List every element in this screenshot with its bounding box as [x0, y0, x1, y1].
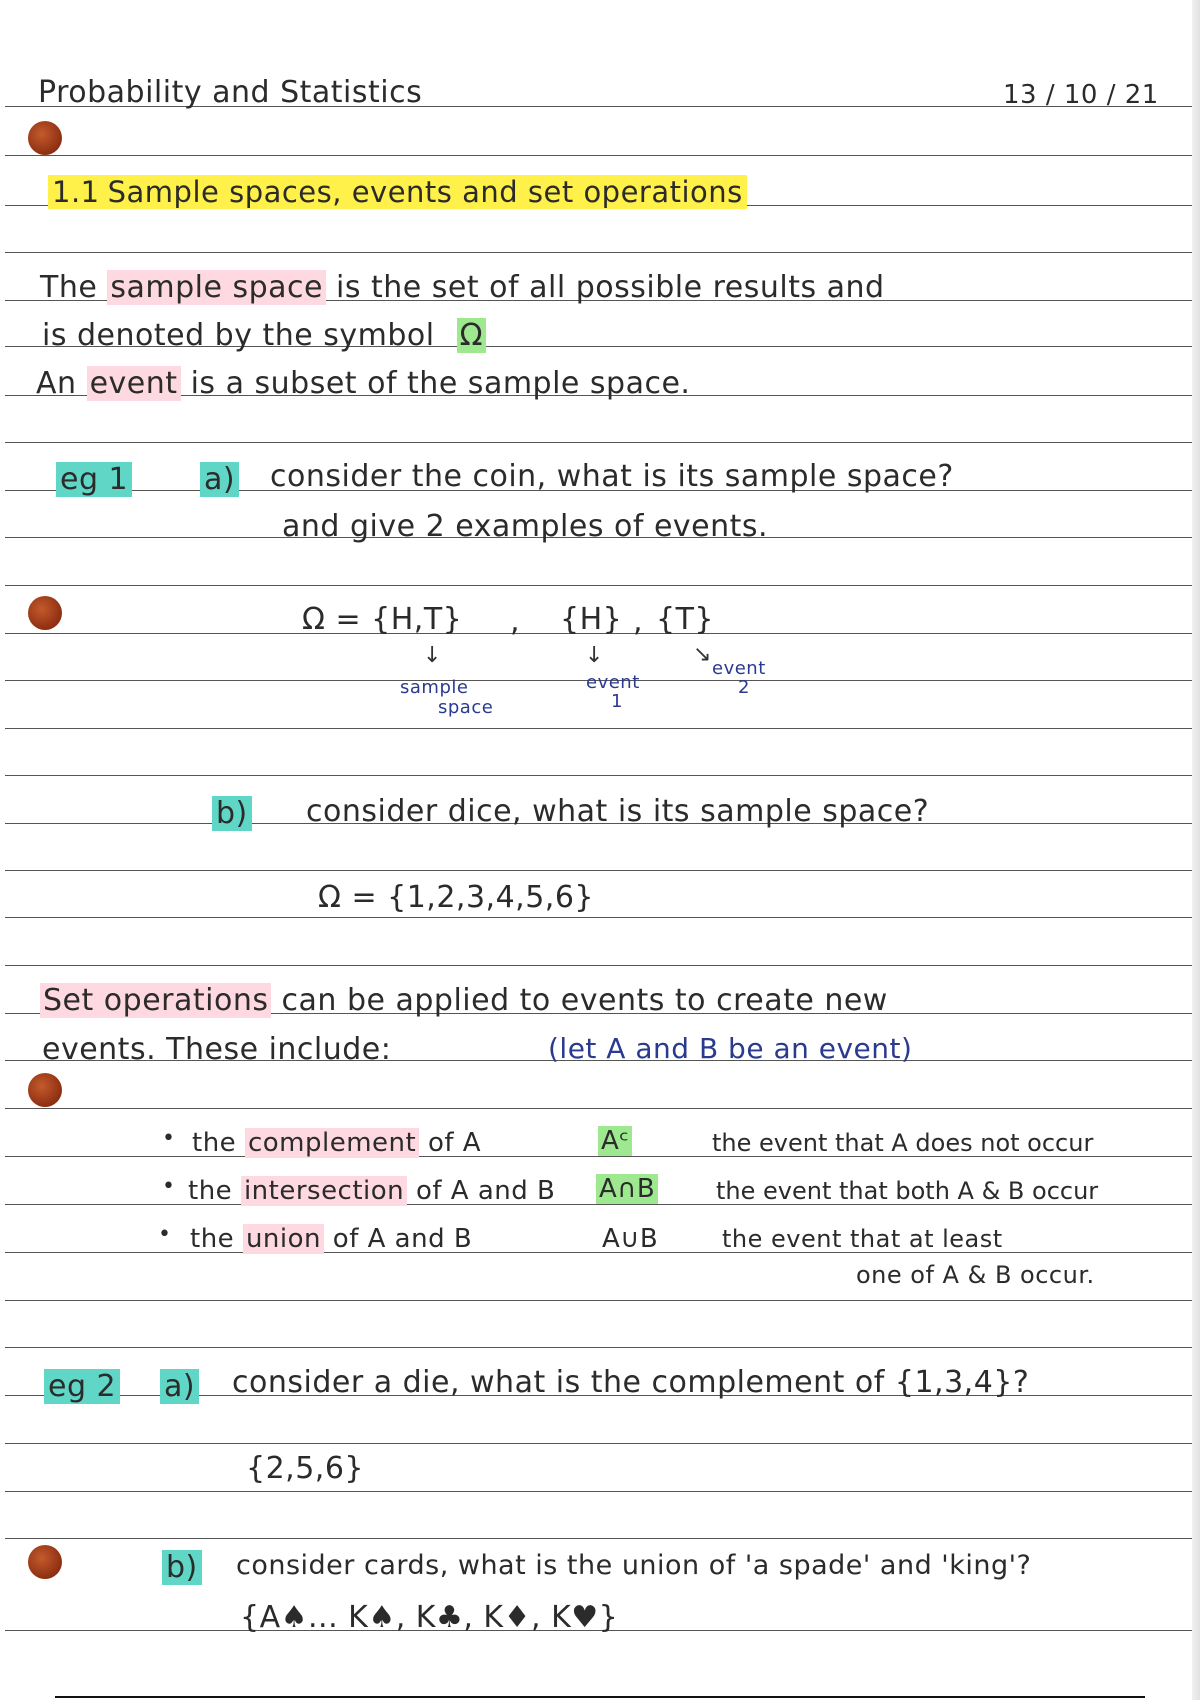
eg1-a-answer-comma: ,: [510, 604, 521, 639]
eg1-b-answer: Ω = {1,2,3,4,5,6}: [318, 880, 595, 915]
note-sample-space-2: space: [438, 697, 494, 718]
ruled-line: [5, 252, 1195, 253]
note-event-1: event: [586, 672, 640, 693]
punch-hole: [28, 596, 62, 630]
eg2-label: eg 2: [44, 1372, 120, 1402]
symbol-complement: Aᶜ: [598, 1128, 632, 1154]
eg1-a-answer-event-t: {T}: [656, 602, 714, 637]
page-title: Probability and Statistics: [38, 75, 423, 110]
ruled-line: [5, 917, 1195, 918]
bullet-dot: •: [162, 1174, 176, 1199]
eg1-a-question-line2: and give 2 examples of events.: [282, 509, 769, 544]
eg2-a-label: a): [160, 1372, 199, 1402]
eg2-a-question: consider a die, what is the complement of {1,3,4}?: [232, 1365, 1030, 1400]
section-number: 1.1: [48, 175, 104, 209]
set-ops-line1-post: can be applied to events to create new: [281, 983, 888, 1018]
list-item-intersection: the intersection of A and B: [188, 1176, 556, 1206]
desc-complement: the event that A does not occur: [712, 1129, 1094, 1157]
symbol-intersection: A∩B: [596, 1176, 658, 1202]
bullet-dot: •: [162, 1126, 176, 1151]
note-event-1-num: 1: [611, 691, 623, 712]
ruled-line: [5, 870, 1195, 871]
eg2-a-answer: {2,5,6}: [246, 1451, 365, 1486]
desc-union-line2: one of A & B occur.: [856, 1261, 1095, 1289]
desc-intersection: the event that both A & B occur: [716, 1177, 1099, 1205]
ruled-line: [5, 1538, 1195, 1539]
eg1-a-question-line1: consider the coin, what is its sample space?: [270, 459, 954, 494]
eg1-a-answer-comma: ,: [633, 604, 644, 639]
desc-union-line1: the event that at least: [722, 1225, 1003, 1253]
ruled-line: [5, 1347, 1195, 1348]
page-right-edge: [1192, 0, 1200, 1700]
bullet-dot: •: [158, 1222, 172, 1247]
def2-pre: is denoted by the symbol: [42, 318, 435, 353]
term-intersection: intersection: [241, 1176, 407, 1206]
def3-pre: An: [36, 366, 77, 401]
eg1-a-answer-omega: Ω = {H,T}: [302, 602, 463, 637]
ruled-line: [5, 965, 1195, 966]
definition-line-2: [42, 318, 486, 353]
note-sample-space-1: sample: [400, 677, 469, 698]
ruled-line: [5, 442, 1195, 443]
term-complement: complement: [245, 1128, 419, 1158]
eg1-b-question: consider dice, what is its sample space?: [306, 794, 930, 829]
note-event-2-num: 2: [738, 677, 750, 698]
arrow-down-icon: ↓: [423, 643, 442, 668]
arrow-down-icon: ↓: [585, 643, 604, 668]
page-bottom-edge: [55, 1696, 1145, 1698]
list-item-union: the union of A and B: [190, 1224, 473, 1254]
ruled-line: [5, 1443, 1195, 1444]
note-event-2: event: [712, 658, 766, 679]
ruled-line: [5, 1108, 1195, 1109]
eg1-label: eg 1: [56, 465, 132, 495]
ruled-line: [5, 728, 1195, 729]
eg2-b-answer: {A♠... K♠, K♣, K♦, K♥}: [240, 1600, 619, 1635]
definition-line-3: [36, 366, 691, 401]
eg2-b-question: consider cards, what is the union of 'a spade' and 'king'?: [236, 1550, 1032, 1581]
ruled-line: [5, 775, 1195, 776]
ruled-line: [5, 155, 1195, 156]
list-item-complement: the complement of A: [192, 1128, 482, 1158]
def1-pre: The: [40, 270, 98, 305]
set-ops-line-1: [40, 983, 888, 1018]
punch-hole: [28, 1545, 62, 1579]
section-heading: [48, 175, 747, 209]
def1-post: is the set of all possible results and: [336, 270, 885, 305]
set-ops-line-2: events. These include:: [42, 1032, 392, 1067]
punch-hole: [28, 1073, 62, 1107]
ruled-line: [5, 585, 1195, 586]
eg1-b-label: b): [212, 799, 252, 829]
punch-hole: [28, 121, 62, 155]
ruled-line: [5, 1491, 1195, 1492]
symbol-union: A∪B: [602, 1224, 659, 1254]
section-title: Sample spaces, events and set operations: [104, 175, 747, 209]
page-date: 13 / 10 / 21: [1003, 80, 1159, 110]
omega-symbol: Ω: [457, 318, 486, 353]
def3-post: is a subset of the sample space.: [190, 366, 691, 401]
arrow-down-right-icon: ↘: [693, 642, 712, 667]
term-sample-space: sample space: [107, 270, 326, 305]
term-union: union: [243, 1224, 324, 1254]
term-set-operations: Set operations: [40, 983, 271, 1018]
eg1-a-answer-event-h: {H}: [560, 602, 623, 637]
definition-line-1: [40, 270, 885, 305]
eg2-b-label: b): [162, 1553, 202, 1583]
ruled-line: [5, 1252, 1195, 1253]
ruled-line: [5, 1300, 1195, 1301]
set-ops-note: (let A and B be an event): [548, 1032, 913, 1065]
term-event: event: [87, 366, 181, 401]
eg1-a-label: a): [200, 465, 239, 495]
